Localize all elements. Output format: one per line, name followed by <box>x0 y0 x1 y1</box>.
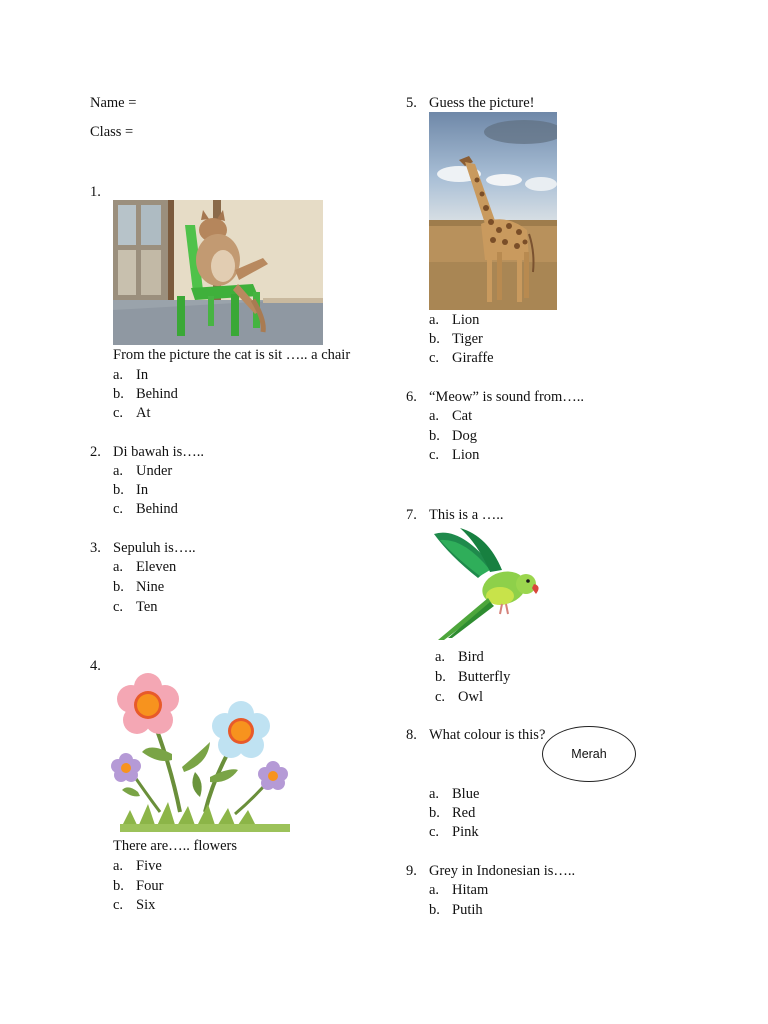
flowers-image <box>110 672 290 838</box>
question-6-option-a[interactable]: a. Cat <box>429 408 473 424</box>
question-7-option-a[interactable]: a. Bird <box>435 649 484 665</box>
question-1-option-a[interactable]: a. In <box>113 367 149 383</box>
question-1-option-c[interactable]: c. At <box>113 405 151 421</box>
question-8-option-a[interactable]: a. Blue <box>429 786 480 802</box>
question-9-option-b[interactable]: b. Putih <box>429 902 483 918</box>
question-2-option-c[interactable]: c. Behind <box>113 501 178 517</box>
question-1-option-b[interactable]: b. Behind <box>113 386 178 402</box>
question-4-option-c[interactable]: c. Six <box>113 897 156 913</box>
question-7-prompt: 7. This is a ….. <box>406 507 504 523</box>
question-9-prompt: 9. Grey in Indonesian is….. <box>406 863 576 879</box>
name-label: Name = <box>90 95 137 111</box>
question-4-option-b[interactable]: b. Four <box>113 878 164 894</box>
question-6-option-c[interactable]: c. Lion <box>429 447 480 463</box>
question-3-option-c[interactable]: c. Ten <box>113 599 158 615</box>
question-3-option-a[interactable]: a. Eleven <box>113 559 177 575</box>
question-5-option-b[interactable]: b. Tiger <box>429 331 483 347</box>
question-8-prompt: 8. What colour is this? <box>406 727 546 743</box>
question-6-option-b[interactable]: b. Dog <box>429 428 477 444</box>
question-5-option-c[interactable]: c. Giraffe <box>429 350 494 366</box>
question-1-number: 1. <box>90 184 101 200</box>
question-2-option-a[interactable]: a. Under <box>113 463 173 479</box>
giraffe-image <box>429 112 557 310</box>
question-5-prompt: 5. Guess the picture! <box>406 95 535 111</box>
question-7-option-c[interactable]: c. Owl <box>435 689 483 705</box>
question-4-number: 4. <box>90 658 101 674</box>
cat-on-chair-image <box>113 200 323 345</box>
color-word-text: Merah <box>571 747 607 761</box>
question-5-option-a[interactable]: a. Lion <box>429 312 480 328</box>
question-4-text: There are….. flowers <box>113 838 237 854</box>
parrot-image <box>430 526 542 644</box>
question-8-option-c[interactable]: c. Pink <box>429 824 479 840</box>
class-label: Class = <box>90 124 134 140</box>
color-word-oval <box>542 726 636 782</box>
question-8-option-b[interactable]: b. Red <box>429 805 476 821</box>
question-3-prompt: 3. Sepuluh is….. <box>90 540 196 556</box>
question-2-option-b[interactable]: b. In <box>113 482 149 498</box>
question-7-option-b[interactable]: b. Butterfly <box>435 669 511 685</box>
question-4-option-a[interactable]: a. Five <box>113 858 162 874</box>
question-6-prompt: 6. “Meow” is sound from….. <box>406 389 585 405</box>
question-1-text: From the picture the cat is sit ….. a chair <box>113 347 351 363</box>
question-2-prompt: 2. Di bawah is….. <box>90 444 205 460</box>
question-9-option-a[interactable]: a. Hitam <box>429 882 489 898</box>
question-3-option-b[interactable]: b. Nine <box>113 579 165 595</box>
